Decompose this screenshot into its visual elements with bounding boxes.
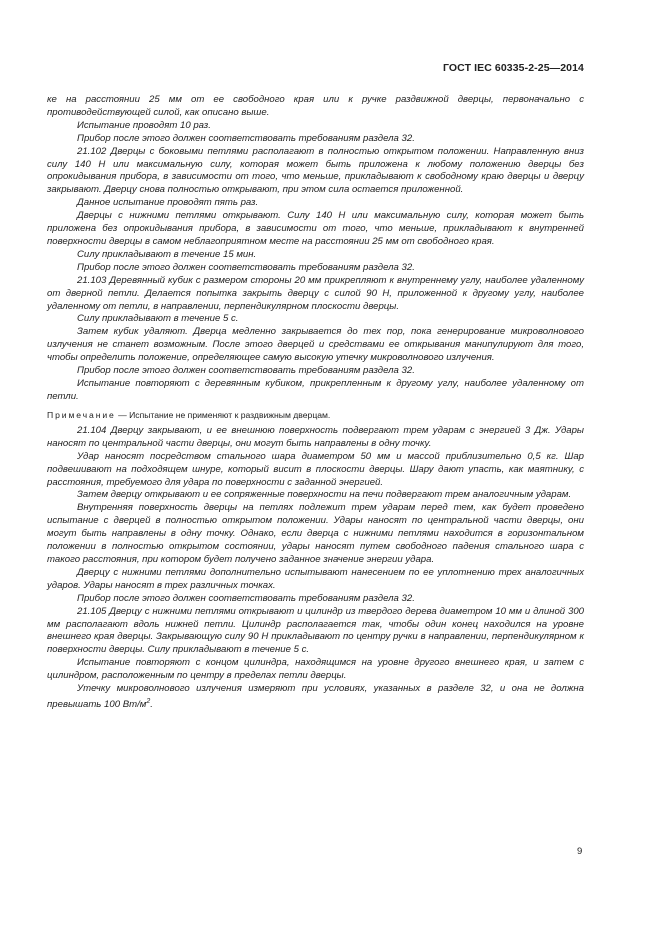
paragraph: Затем кубик удаляют. Дверца медленно закрывается до тех пор, пока генерирование микроволнового излучения не станет возможным. После этого дверцей и средствами ее открывания манипулируют для того, чтобы определить положение, определяющее самую высокую утечку микроволнового излучения. bbox=[47, 326, 584, 364]
section-block-2 bbox=[47, 425, 584, 683]
paragraph bbox=[47, 683, 584, 712]
standard-header: ГОСТ IEC 60335-2-25—2014 bbox=[442, 62, 584, 74]
paragraph: Прибор после этого должен соответствовать требованиям раздела 32. bbox=[77, 132, 415, 144]
paragraph: ке на расстоянии 25 мм от ее свободного края или к ручке раздвижной дверцы, первоначально с противодействующей силой, как описано выше. bbox=[47, 94, 584, 118]
paragraph: Дверцу с нижними петлями дополнительно испытывают нанесением по ее уплотнению трех аналогичных ударов. Удары наносят в трех различных точках. bbox=[47, 566, 584, 591]
superscript: 2 bbox=[146, 697, 151, 705]
paragraph: Затем дверцу открывают и ее сопряженные поверхности на печи подвергают трем аналогичным ударам. bbox=[77, 489, 572, 501]
page-number: 9 bbox=[577, 846, 583, 857]
document-body bbox=[47, 94, 584, 712]
note-label: Примечание bbox=[47, 409, 116, 420]
paragraph: Испытание повторяют с концом цилиндра, находящимся на уровне другого внешнего края, и затем с цилиндром, расположенным по центру в пределах петли дверцы. bbox=[47, 657, 584, 682]
paragraph: Внутренняя поверхность дверцы на петлях подлежит трем ударам перед тем, как будет проведено испытание с дверцей в полностью открытом положении. Удары наносят по центральной части дверцы, они могут быть направлены в одну точку. Однако, если дверца с нижними петлями находится в горизонтальном положении в полностью открытом состоянии, удары наносят путем свободного падения стального шара с такого расстояния, при котором будет получено заданное значение энергии удара. bbox=[47, 502, 584, 566]
paragraph: Испытание проводят 10 раз. bbox=[77, 119, 211, 131]
paragraph: 21.103 Деревянный кубик с размером стороны 20 мм прикрепляют к внутреннему углу, наиболее удаленному от дверной петли. Делается попытка закрыть дверцу с силой 90 Н, приложенной к другому углу, наиболее удаленному от петли, в направлении, перпендикулярном плоскости дверцы. bbox=[47, 274, 584, 312]
paragraph: Силу прикладывают в течение 15 мин. bbox=[77, 248, 257, 260]
paragraph: Дверцы с нижними петлями открывают. Силу 140 Н или максимальную силу, которая может быть приложена без опрокидывания прибора, в зависимости от того, что меньше, прикладывают к внутренней поверхности дверцы в самом неблагоприятном месте на расстоянии 25 мм от свободного края. bbox=[47, 210, 584, 247]
paragraph: 21.102 Дверцы с боковыми петлями располагают в полностью открытом положении. Направленную вниз силу 140 Н или максимальную силу, которая может быть приложена к любому положению дверцы без опрокидывания прибора, в зависимости от того, что меньше, прикладывают к свободному краю дверцы и дверцу закрывают. Дверцу снова полностью открывают, при этом сила остается приложенной. bbox=[47, 145, 584, 196]
paragraph: Удар наносят посредством стального шара диаметром 50 мм и массой приблизительно 0,5 кг. Шар подвешивают на подходящем шнуре, который висит в плоскости дверцы. Шару дают упасть, как маятнику, с расстояния, требуемого для удара по поверхности с заданной энергией. bbox=[47, 450, 584, 488]
paragraph: Прибор после этого должен соответствовать требованиям раздела 32. bbox=[77, 261, 415, 273]
paragraph: Прибор после этого должен соответствовать требованиям раздела 32. bbox=[77, 365, 415, 377]
note bbox=[47, 409, 584, 421]
section-block-1 bbox=[47, 94, 584, 404]
paragraph: 21.105 Дверцу с нижними петлями открывают и цилиндр из твердого дерева диаметром 10 мм и длиной 300 мм располагают вдоль нижней петли. Цилиндр располагается так, чтобы один конец находился на уровне внешнего края дверцы. Закрывающую силу 90 Н прикладывают по центру ручки в направлении, перпендикулярном к поверхности дверцы. Силу прикладывают в течение 5 с. bbox=[47, 605, 584, 656]
paragraph-text: Утечку микроволнового излучения измеряют при условиях, указанных в разделе 32, и она не должна превышать 100 Вт/м bbox=[47, 683, 584, 711]
paragraph-end: . bbox=[150, 699, 153, 711]
note-text: — Испытание не применяют к раздвижным дверцам. bbox=[115, 409, 331, 420]
paragraph: Силу прикладывают в течение 5 с. bbox=[77, 313, 239, 325]
paragraph: Прибор после этого должен соответствовать требованиям раздела 32. bbox=[77, 592, 415, 604]
paragraph: Данное испытание проводят пять раз. bbox=[77, 197, 259, 209]
paragraph: 21.104 Дверцу закрывают, и ее внешнюю поверхность подвергают трем ударам с энергией 3 Дж. Удары наносят по центральной части дверцы, они могут быть направлены в одну точку. bbox=[47, 424, 584, 449]
paragraph: Испытание повторяют с деревянным кубиком, прикрепленным к другому углу, наиболее удаленному от петли. bbox=[47, 377, 584, 402]
